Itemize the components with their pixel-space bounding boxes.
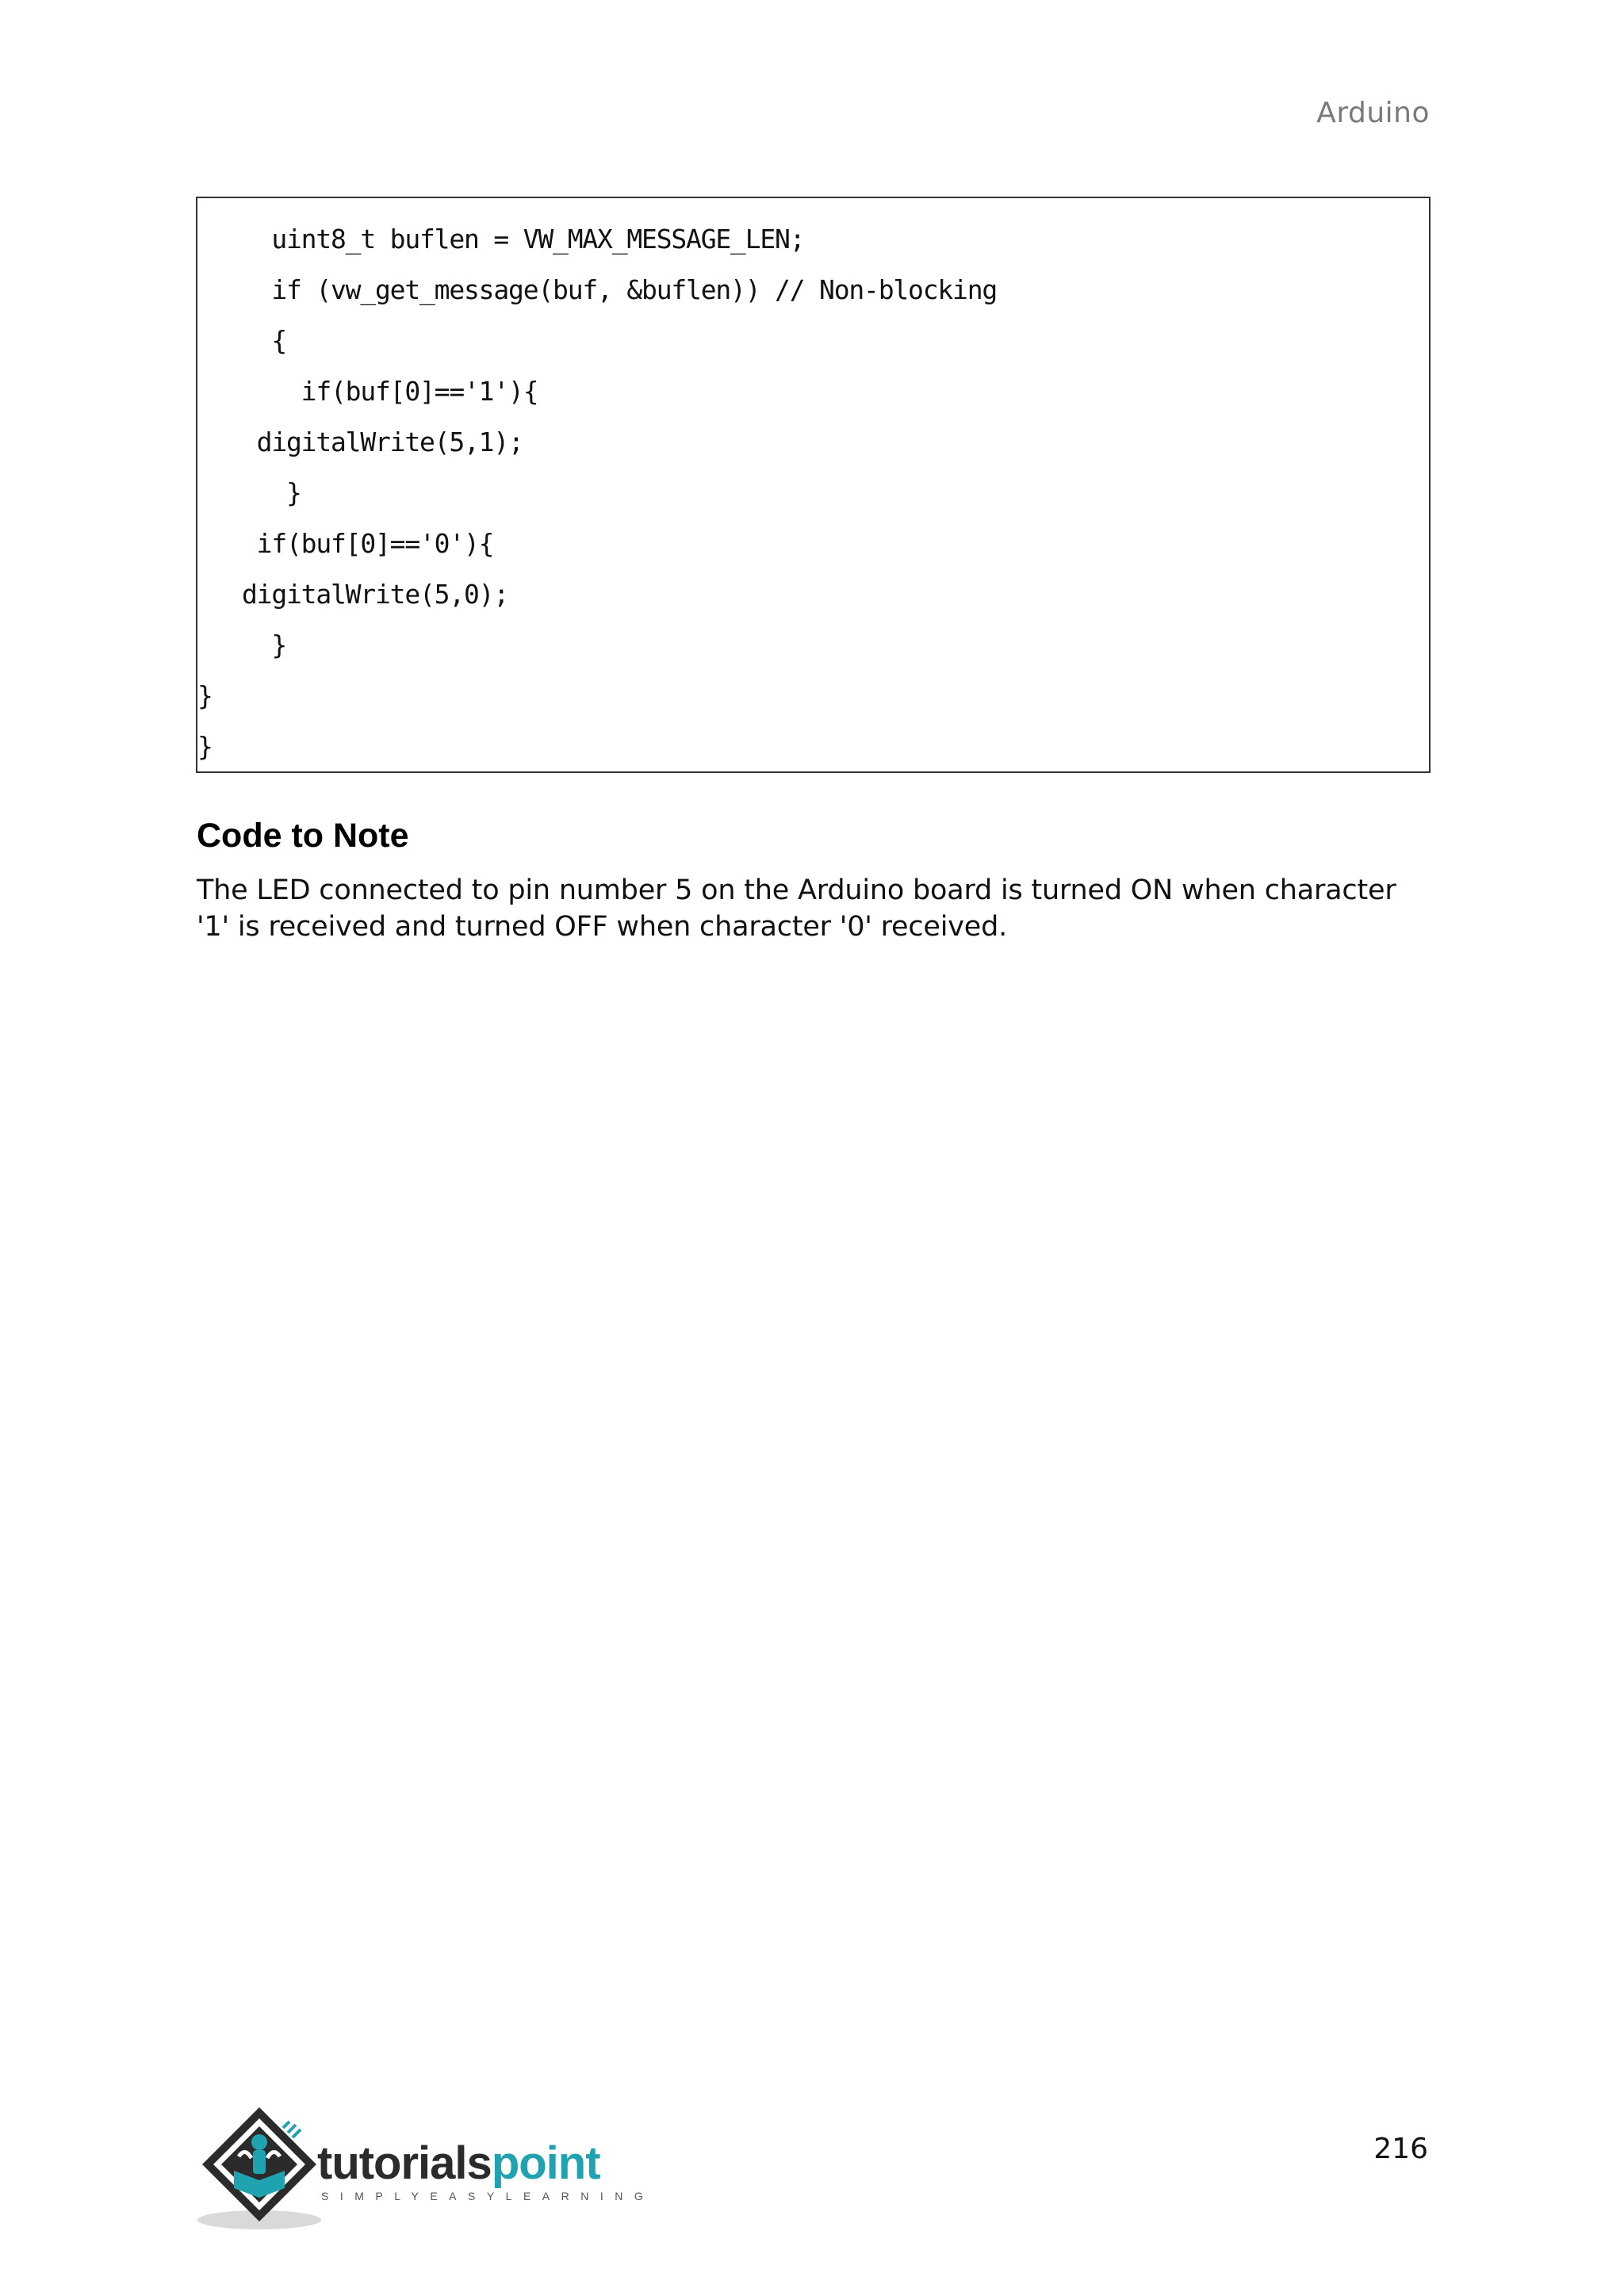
- code-line: }: [197, 731, 213, 762]
- logo-figure-head: [251, 2134, 267, 2150]
- tutorialspoint-logo: [194, 2101, 655, 2236]
- code-line: digitalWrite(5,0);: [197, 579, 509, 610]
- code-line: if(buf[0]=='1'){: [197, 376, 538, 407]
- code-line: if(buf[0]=='0'){: [197, 528, 494, 559]
- logo-emblem-icon: [194, 2101, 329, 2236]
- code-line: }: [197, 629, 287, 660]
- logo-figure-body: [253, 2150, 266, 2174]
- code-line: }: [197, 477, 301, 508]
- logo-tagline: SIMPLYEASYLEARNING: [321, 2190, 655, 2202]
- code-line: {: [197, 325, 287, 356]
- section-heading: Code to Note: [197, 817, 409, 855]
- running-header: Arduino: [1316, 97, 1430, 129]
- code-line: digitalWrite(5,1);: [197, 427, 523, 457]
- logo-word-point: point: [491, 2137, 600, 2189]
- code-line: }: [197, 680, 213, 711]
- section-body: The LED connected to pin number 5 on the Arduino board is turned ON when character '1' is received and turned OFF when character '0' received.: [197, 874, 1396, 943]
- code-line: uint8_t buflen = VW_MAX_MESSAGE_LEN;: [197, 224, 805, 254]
- code-block: [196, 197, 1431, 773]
- code-line: if (vw_get_message(buf, &buflen)) // Non-blocking: [197, 274, 998, 305]
- logo-wordmark: [317, 2137, 600, 2190]
- logo-word-tutorials: tutorials: [317, 2137, 492, 2189]
- page-number: 216: [1373, 2133, 1428, 2165]
